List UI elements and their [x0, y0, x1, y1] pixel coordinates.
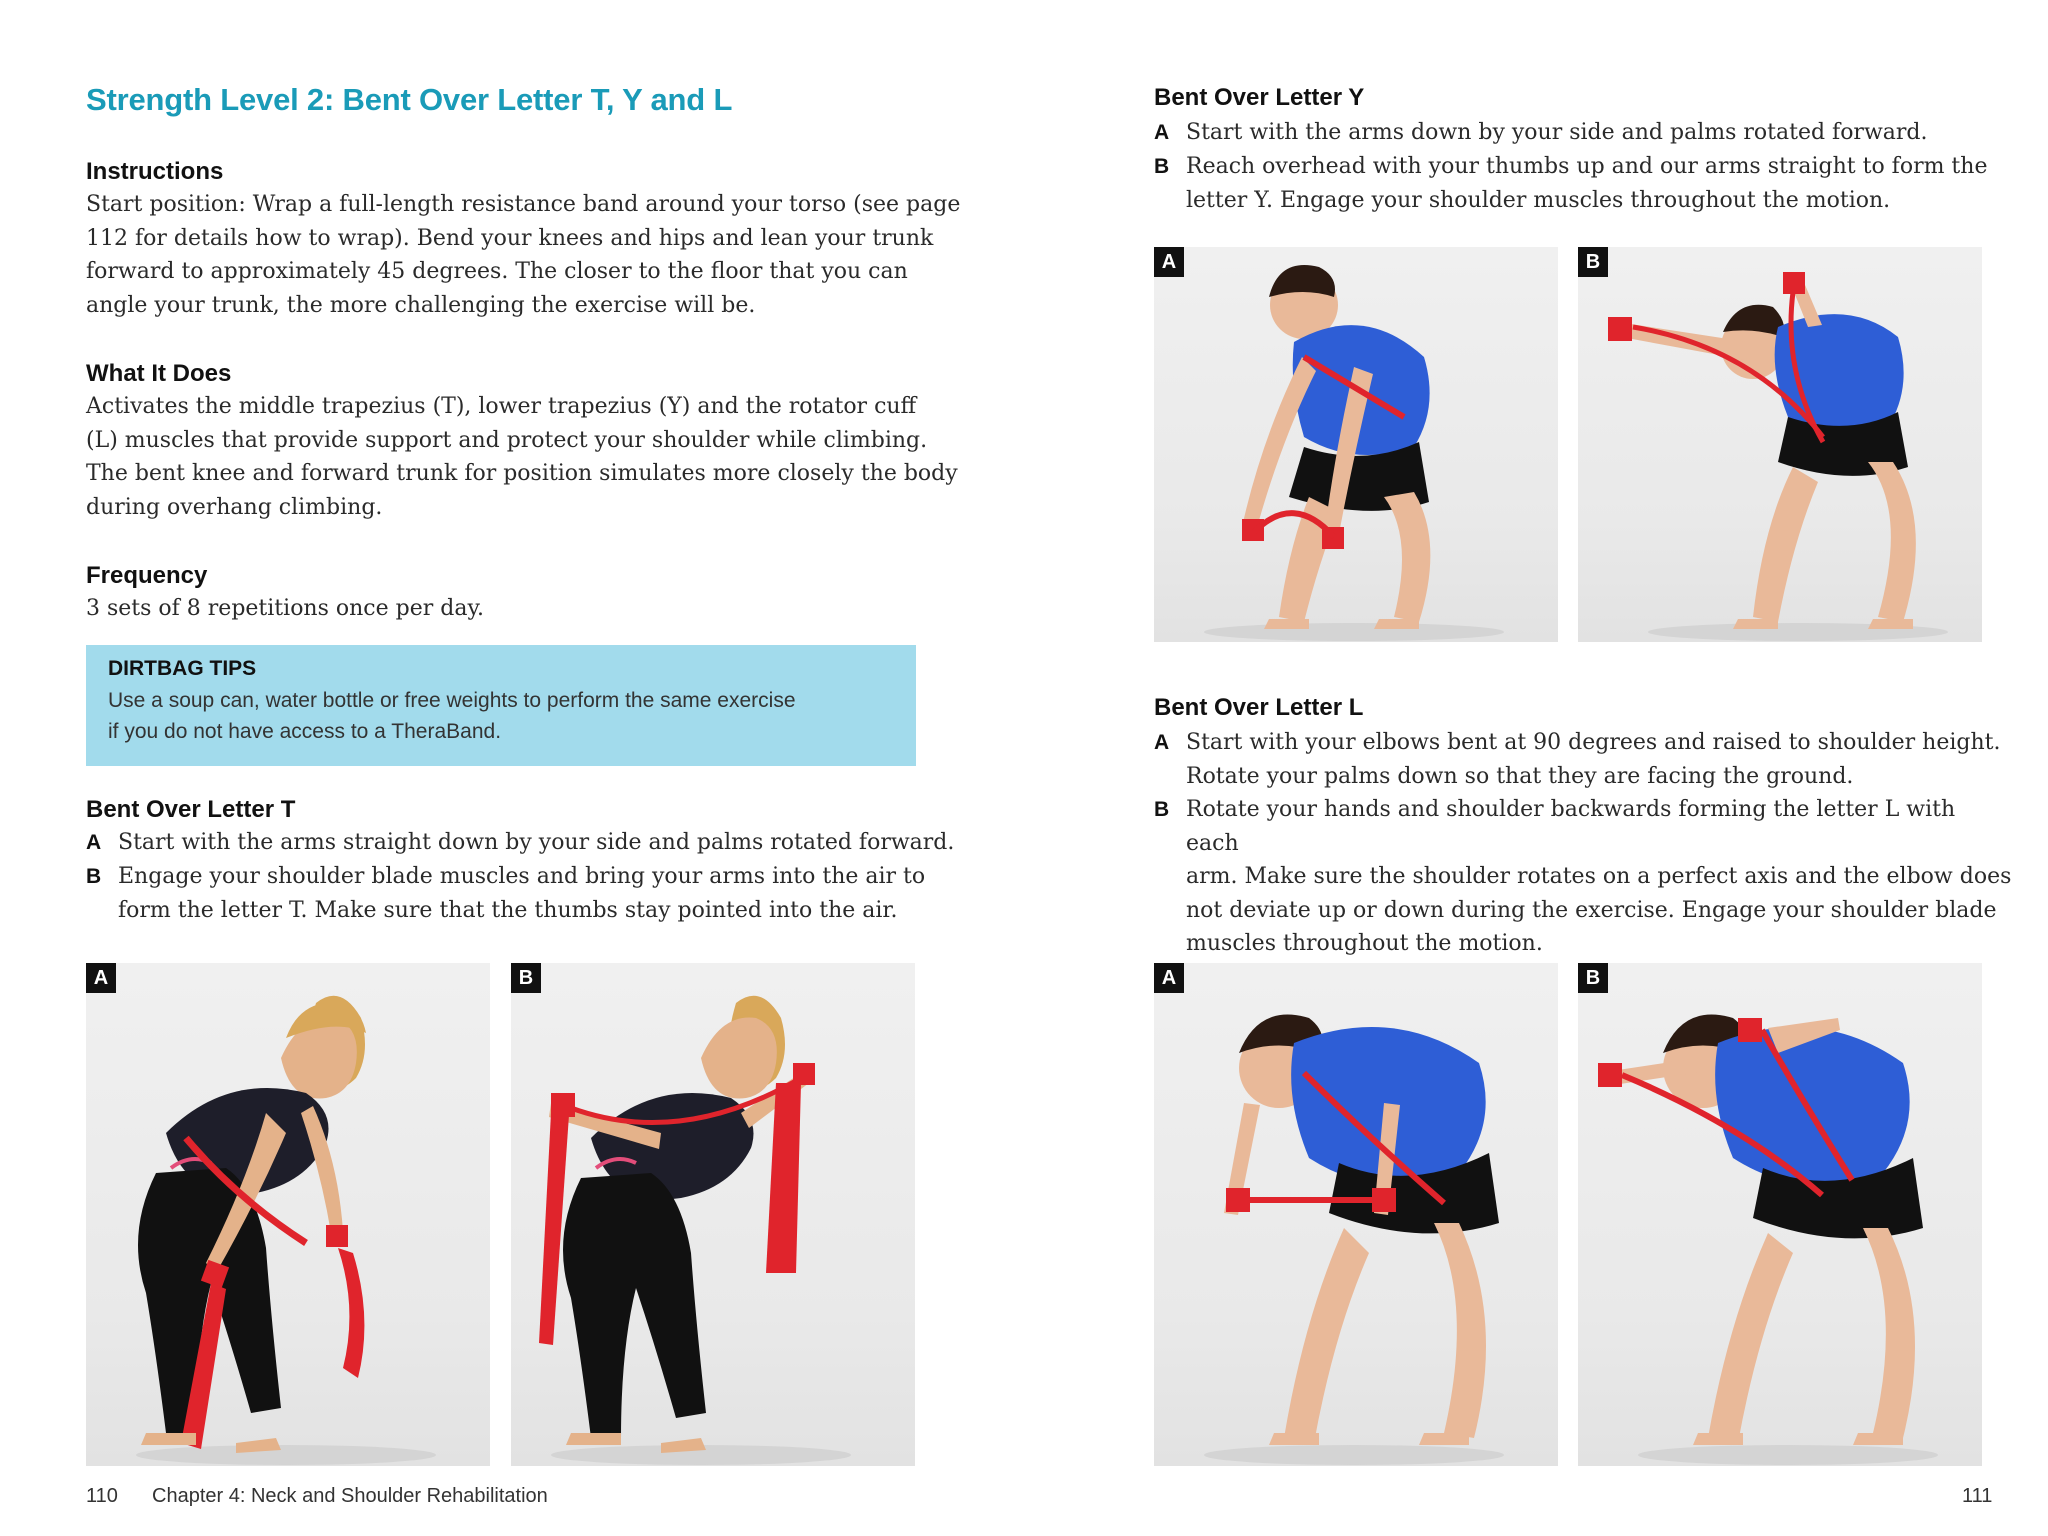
- tips-heading: DIRTBAG TIPS: [108, 657, 257, 680]
- letter-l-photo-a: [1154, 963, 1558, 1466]
- page-number-left: 110: [86, 1485, 118, 1507]
- woman-bent-arms-t-figure: [511, 963, 915, 1466]
- letter-l-photo-b: [1578, 963, 1982, 1466]
- letter-y-step-a: A Start with the arms down by your side and palms rotated forward.: [1154, 120, 1928, 145]
- tips-text: Use a soup can, water bottle or free weights to perform the same exercise if you do not have access to a TheraBand.: [108, 689, 796, 743]
- photo-label-a: A: [86, 963, 116, 993]
- what-it-does-text: Activates the middle trapezius (T), lower trapezius (Y) and the rotator cuff (L) muscles that provide support and protect your shoulder while climbing. The bent knee and forward trunk for position simulates more closely the body during overhang climbing.: [86, 394, 958, 520]
- man-bent-arms-down-figure: [1154, 247, 1558, 642]
- letter-t-photo-b: [511, 963, 915, 1466]
- photo-label-a: A: [1154, 963, 1184, 993]
- letter-y-photo-b: [1578, 247, 1982, 642]
- photo-label-b: B: [1578, 247, 1608, 277]
- letter-t-heading: Bent Over Letter T: [86, 796, 296, 823]
- letter-y-step-b: B Reach overhead with your thumbs up and our arms straight to form the letter Y. Engage your shoulder muscles throughout the motion.: [1154, 154, 1988, 213]
- letter-t-step-a: A Start with the arms straight down by your side and palms rotated forward.: [86, 830, 955, 855]
- what-it-does-heading: What It Does: [86, 360, 232, 387]
- chapter-footer: Chapter 4: Neck and Shoulder Rehabilitation: [152, 1485, 548, 1507]
- letter-y-photo-a: [1154, 247, 1558, 642]
- frequency-heading: Frequency: [86, 562, 208, 589]
- woman-bent-arms-down-figure: [86, 963, 490, 1466]
- letter-l-step-b: B Rotate your hands and shoulder backwards forming the letter L with each arm. Make sure the shoulder rotates on a perfect axis and the elbow does not deviate up or down during the exercise. Engage your shoulder blade muscles throughout the motion.: [1154, 797, 2012, 956]
- dirtbag-tips-box: [86, 645, 916, 766]
- letter-t-photo-a: [86, 963, 490, 1466]
- letter-t-step-b: B Engage your shoulder blade muscles and bring your arms into the air to form the letter T. Make sure that the thumbs stay pointed into the air.: [86, 864, 926, 923]
- page-number-right: 111: [1962, 1485, 1993, 1507]
- letter-l-step-a: A Start with your elbows bent at 90 degrees and raised to shoulder height. Rotate your palms down so that they are facing the ground.: [1154, 730, 2001, 789]
- instructions-text: Start position: Wrap a full-length resistance band around your torso (see page 112 for details how to wrap). Bend your knees and hips and lean your trunk forward to approximately 45 degrees. The closer to the floor that you can angle your trunk, the more challenging the exercise will be.: [86, 192, 961, 318]
- letter-y-heading: Bent Over Letter Y: [1154, 84, 1365, 111]
- photo-label-b: B: [1578, 963, 1608, 993]
- right-page: [1024, 0, 2048, 1536]
- photo-label-a: A: [1154, 247, 1184, 277]
- instructions-heading: Instructions: [86, 158, 224, 185]
- photo-label-b: B: [511, 963, 541, 993]
- man-bent-arms-y-figure: [1578, 247, 1982, 642]
- letter-l-heading: Bent Over Letter L: [1154, 694, 1364, 721]
- man-bent-elbows-90-figure: [1154, 963, 1558, 1466]
- frequency-text: 3 sets of 8 repetitions once per day.: [86, 596, 484, 621]
- page-title: Strength Level 2: Bent Over Letter T, Y and L: [86, 82, 733, 117]
- man-bent-letter-l-figure: [1578, 963, 1982, 1466]
